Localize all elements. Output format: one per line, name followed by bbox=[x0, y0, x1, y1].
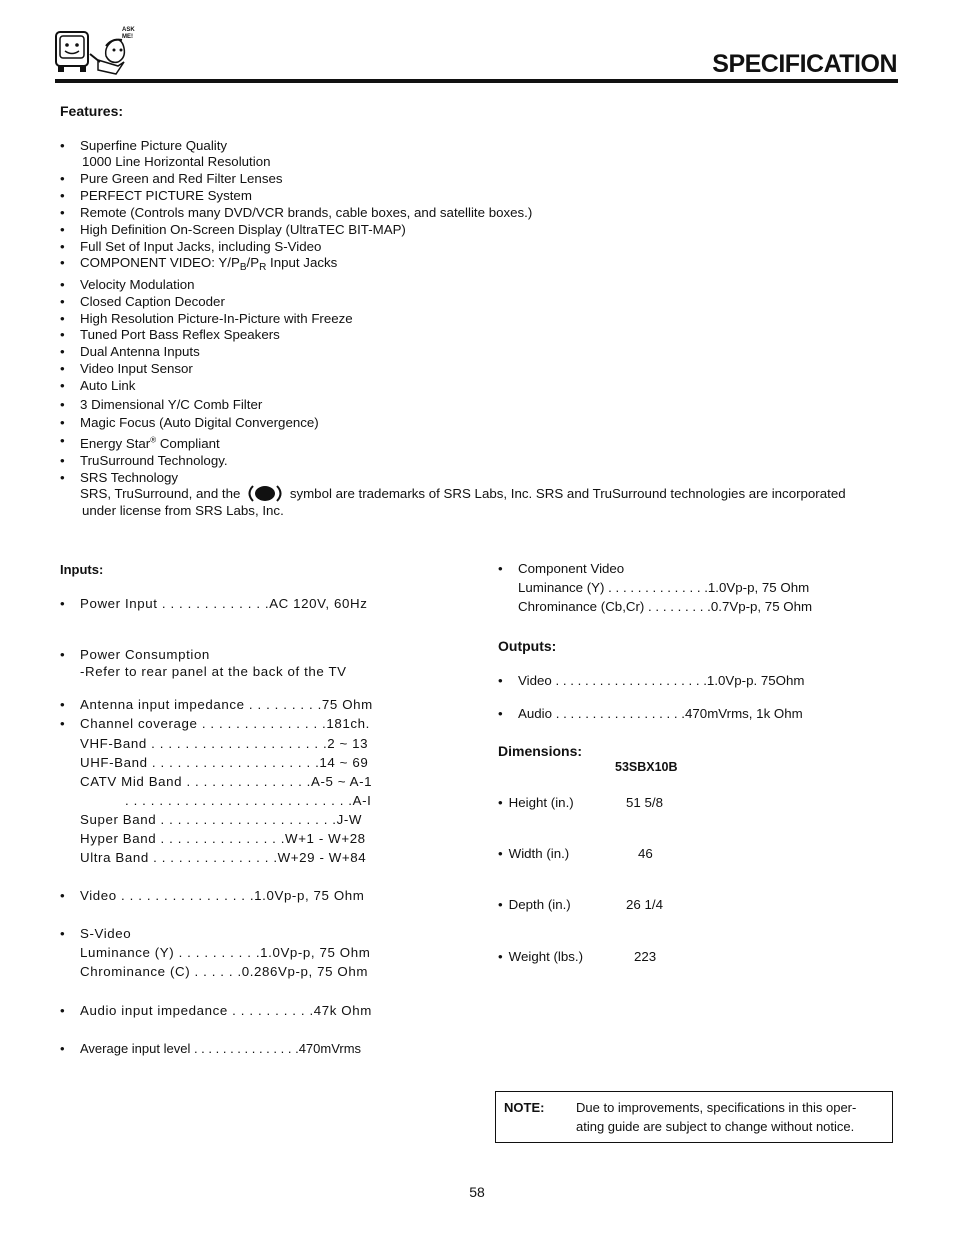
outputs-heading: Outputs: bbox=[498, 638, 557, 654]
input-spec: S-Video bbox=[80, 926, 132, 941]
feature-item-component-video: • COMPONENT VIDEO: $Y/P_B/P_R$ Input Jacks bbox=[60, 255, 338, 273]
input-spec: VHF-Band . . . . . . . . . . . . . . . . . . . . .2 ~ 13 bbox=[80, 736, 369, 751]
note-text: Due to improvements, specifications in this oper- bbox=[576, 1100, 857, 1115]
dimension-label: Width (in.) bbox=[508, 846, 570, 861]
input-spec: Average input level . . . . . . . . . . . . . . .470mVrms bbox=[80, 1041, 362, 1056]
ask-me-logo bbox=[54, 26, 136, 76]
inputs-heading: Inputs: bbox=[60, 562, 104, 577]
feature-item: 1000 Line Horizontal Resolution bbox=[82, 154, 271, 169]
input-spec: Luminance (Y) . . . . . . . . . .1.0Vp-p, 75 Ohm bbox=[80, 945, 371, 960]
feature-item: Dual Antenna Inputs bbox=[80, 344, 200, 359]
page-number: 58 bbox=[469, 1184, 485, 1200]
dimension-value: 223 bbox=[634, 949, 657, 964]
feature-item: 3 Dimensional Y/C Comb Filter bbox=[80, 397, 263, 412]
dimension-value: 46 bbox=[638, 846, 653, 861]
feature-item: High Definition On-Screen Display (UltraTEC BIT-MAP) bbox=[80, 222, 406, 237]
dimension-value: 51 5/8 bbox=[626, 795, 663, 810]
component-video-title: Component Video bbox=[518, 561, 625, 576]
dimensions-heading: Dimensions: bbox=[498, 743, 583, 759]
input-spec: Power Consumption bbox=[80, 647, 210, 662]
component-spec: Luminance (Y) . . . . . . . . . . . . . .1.0Vp-p, 75 Ohm bbox=[518, 580, 810, 595]
component-spec: Chrominance (Cb,Cr) . . . . . . . . .0.7Vp-p, 75 Ohm bbox=[518, 599, 813, 614]
dimension-label: Height (in.) bbox=[508, 795, 574, 810]
input-spec: -Refer to rear panel at the back of the TV bbox=[80, 664, 347, 679]
model-number: 53SBX10B bbox=[615, 760, 678, 774]
feature-item: Tuned Port Bass Reflex Speakers bbox=[80, 327, 280, 342]
input-spec: Power Input . . . . . . . . . . . . .AC 120V, 60Hz bbox=[80, 596, 368, 611]
note-text: ating guide are subject to change without notice. bbox=[576, 1119, 855, 1134]
feature-item: TruSurround Technology. bbox=[80, 453, 228, 468]
feature-item: Velocity Modulation bbox=[80, 277, 195, 292]
feature-item: Superfine Picture Quality bbox=[80, 138, 228, 153]
header-rule bbox=[55, 79, 898, 83]
feature-item: SRS Technology bbox=[80, 470, 179, 485]
logo-text: ASK ME! bbox=[122, 27, 135, 40]
input-spec: Antenna input impedance . . . . . . . . .75 Ohm bbox=[80, 697, 373, 712]
input-spec: CATV Mid Band . . . . . . . . . . . . . . .A-5 ~ A-1 bbox=[80, 774, 373, 789]
input-spec: . . . . . . . . . . . . . . . . . . . . . . . . . . .A-I bbox=[125, 793, 372, 808]
feature-item: PERFECT PICTURE System bbox=[80, 188, 252, 203]
input-spec: UHF-Band . . . . . . . . . . . . . . . . . . . .14 ~ 69 bbox=[80, 755, 369, 770]
srs-trademark-line: SRS, TruSurround, and the symbol are trademarks of SRS Labs, Inc. SRS and TruSurround technologies are incorporated bbox=[80, 485, 846, 506]
feature-item-energy-star: • Energy Star® Compliant bbox=[60, 433, 220, 452]
input-spec: Video . . . . . . . . . . . . . . . .1.0Vp-p, 75 Ohm bbox=[80, 888, 365, 903]
input-spec: Ultra Band . . . . . . . . . . . . . . .W+29 - W+84 bbox=[80, 850, 367, 865]
feature-item: Pure Green and Red Filter Lenses bbox=[80, 171, 283, 186]
dimension-label: Depth (in.) bbox=[508, 897, 571, 912]
output-spec: Audio . . . . . . . . . . . . . . . . . .470mVrms, 1k Ohm bbox=[518, 706, 803, 721]
dimension-value: 26 1/4 bbox=[626, 897, 663, 912]
dimension-label: Weight (lbs.) bbox=[508, 949, 584, 964]
input-spec: Super Band . . . . . . . . . . . . . . . . . . . . .J-W bbox=[80, 812, 363, 827]
feature-item: High Resolution Picture-In-Picture with Freeze bbox=[80, 311, 353, 326]
feature-item: Remote (Controls many DVD/VCR brands, cable boxes, and satellite boxes.) bbox=[80, 205, 533, 220]
feature-item: under license from SRS Labs, Inc. bbox=[82, 503, 284, 518]
input-spec: Audio input impedance . . . . . . . . . .47k Ohm bbox=[80, 1003, 372, 1018]
input-spec: Channel coverage . . . . . . . . . . . . . . .181ch. bbox=[80, 716, 370, 731]
feature-item: Closed Caption Decoder bbox=[80, 294, 225, 309]
feature-item: Magic Focus (Auto Digital Convergence) bbox=[80, 415, 319, 430]
page-title: SPECIFICATION bbox=[712, 50, 897, 78]
note-label: NOTE: bbox=[504, 1100, 545, 1115]
feature-item: Full Set of Input Jacks, including S-Video bbox=[80, 239, 322, 254]
note-box bbox=[495, 1091, 893, 1143]
features-heading: Features: bbox=[60, 103, 124, 119]
feature-item: Auto Link bbox=[80, 378, 136, 393]
input-spec: Hyper Band . . . . . . . . . . . . . . .W+1 - W+28 bbox=[80, 831, 366, 846]
output-spec: Video . . . . . . . . . . . . . . . . . . . . .1.0Vp-p. 75Ohm bbox=[518, 673, 805, 688]
input-spec: Chrominance (C) . . . . . .0.286Vp-p, 75 Ohm bbox=[80, 964, 369, 979]
feature-item: Video Input Sensor bbox=[80, 361, 193, 376]
